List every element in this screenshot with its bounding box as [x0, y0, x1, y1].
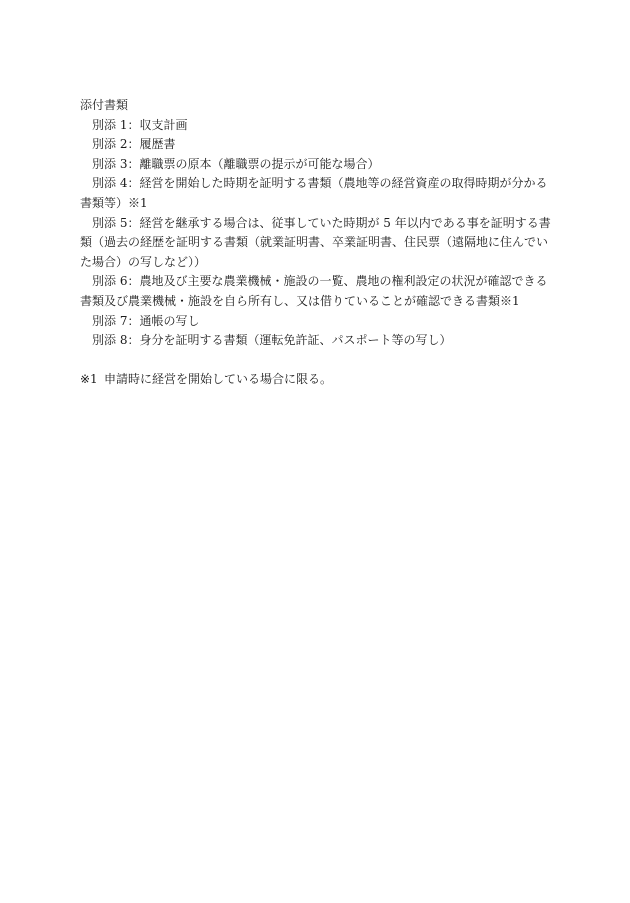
attachment-list: [80, 116, 554, 351]
attachment-item-1: 別添 1：収支計画: [92, 117, 188, 132]
footnote: [80, 370, 554, 390]
attachment-item-2: 別添 2：履歴書: [92, 137, 176, 152]
attachment-item-5: 別添 5：経営を継承する場合は、従事していた時期が 5 年以内である事を証明する書類（過去の経歴を証明する書類（就業証明書、卒業証明書、住民票（遠隔地に住んでいた場合）の写しなど））: [80, 215, 551, 269]
footnote-text: 申請時に経営を開始している場合に限る。: [104, 372, 333, 387]
attachment-item-7: 別添 7：通帳の写し: [92, 313, 200, 328]
attachment-item-3: 別添 3：離職票の原本（離職票の提示が可能な場合）: [92, 156, 380, 171]
attachment-item-4: 別添 4：経営を開始した時期を証明する書類（農地等の経営資産の取得時期が分かる書類等）※1: [80, 176, 548, 210]
attachment-item-8: 別添 8：身分を証明する書類（運転免許証、パスポート等の写し）: [92, 333, 452, 348]
attachment-item-6: 別添 6：農地及び主要な農業機械・施設の一覧、農地の権利設定の状況が確認できる書類及び農業機械・施設を自ら所有し、又は借りていることが確認できる書類※1: [80, 274, 548, 308]
footnote-mark: ※1: [80, 372, 98, 387]
attachments-heading: 添付書類: [80, 98, 129, 112]
document-page: [80, 96, 554, 390]
